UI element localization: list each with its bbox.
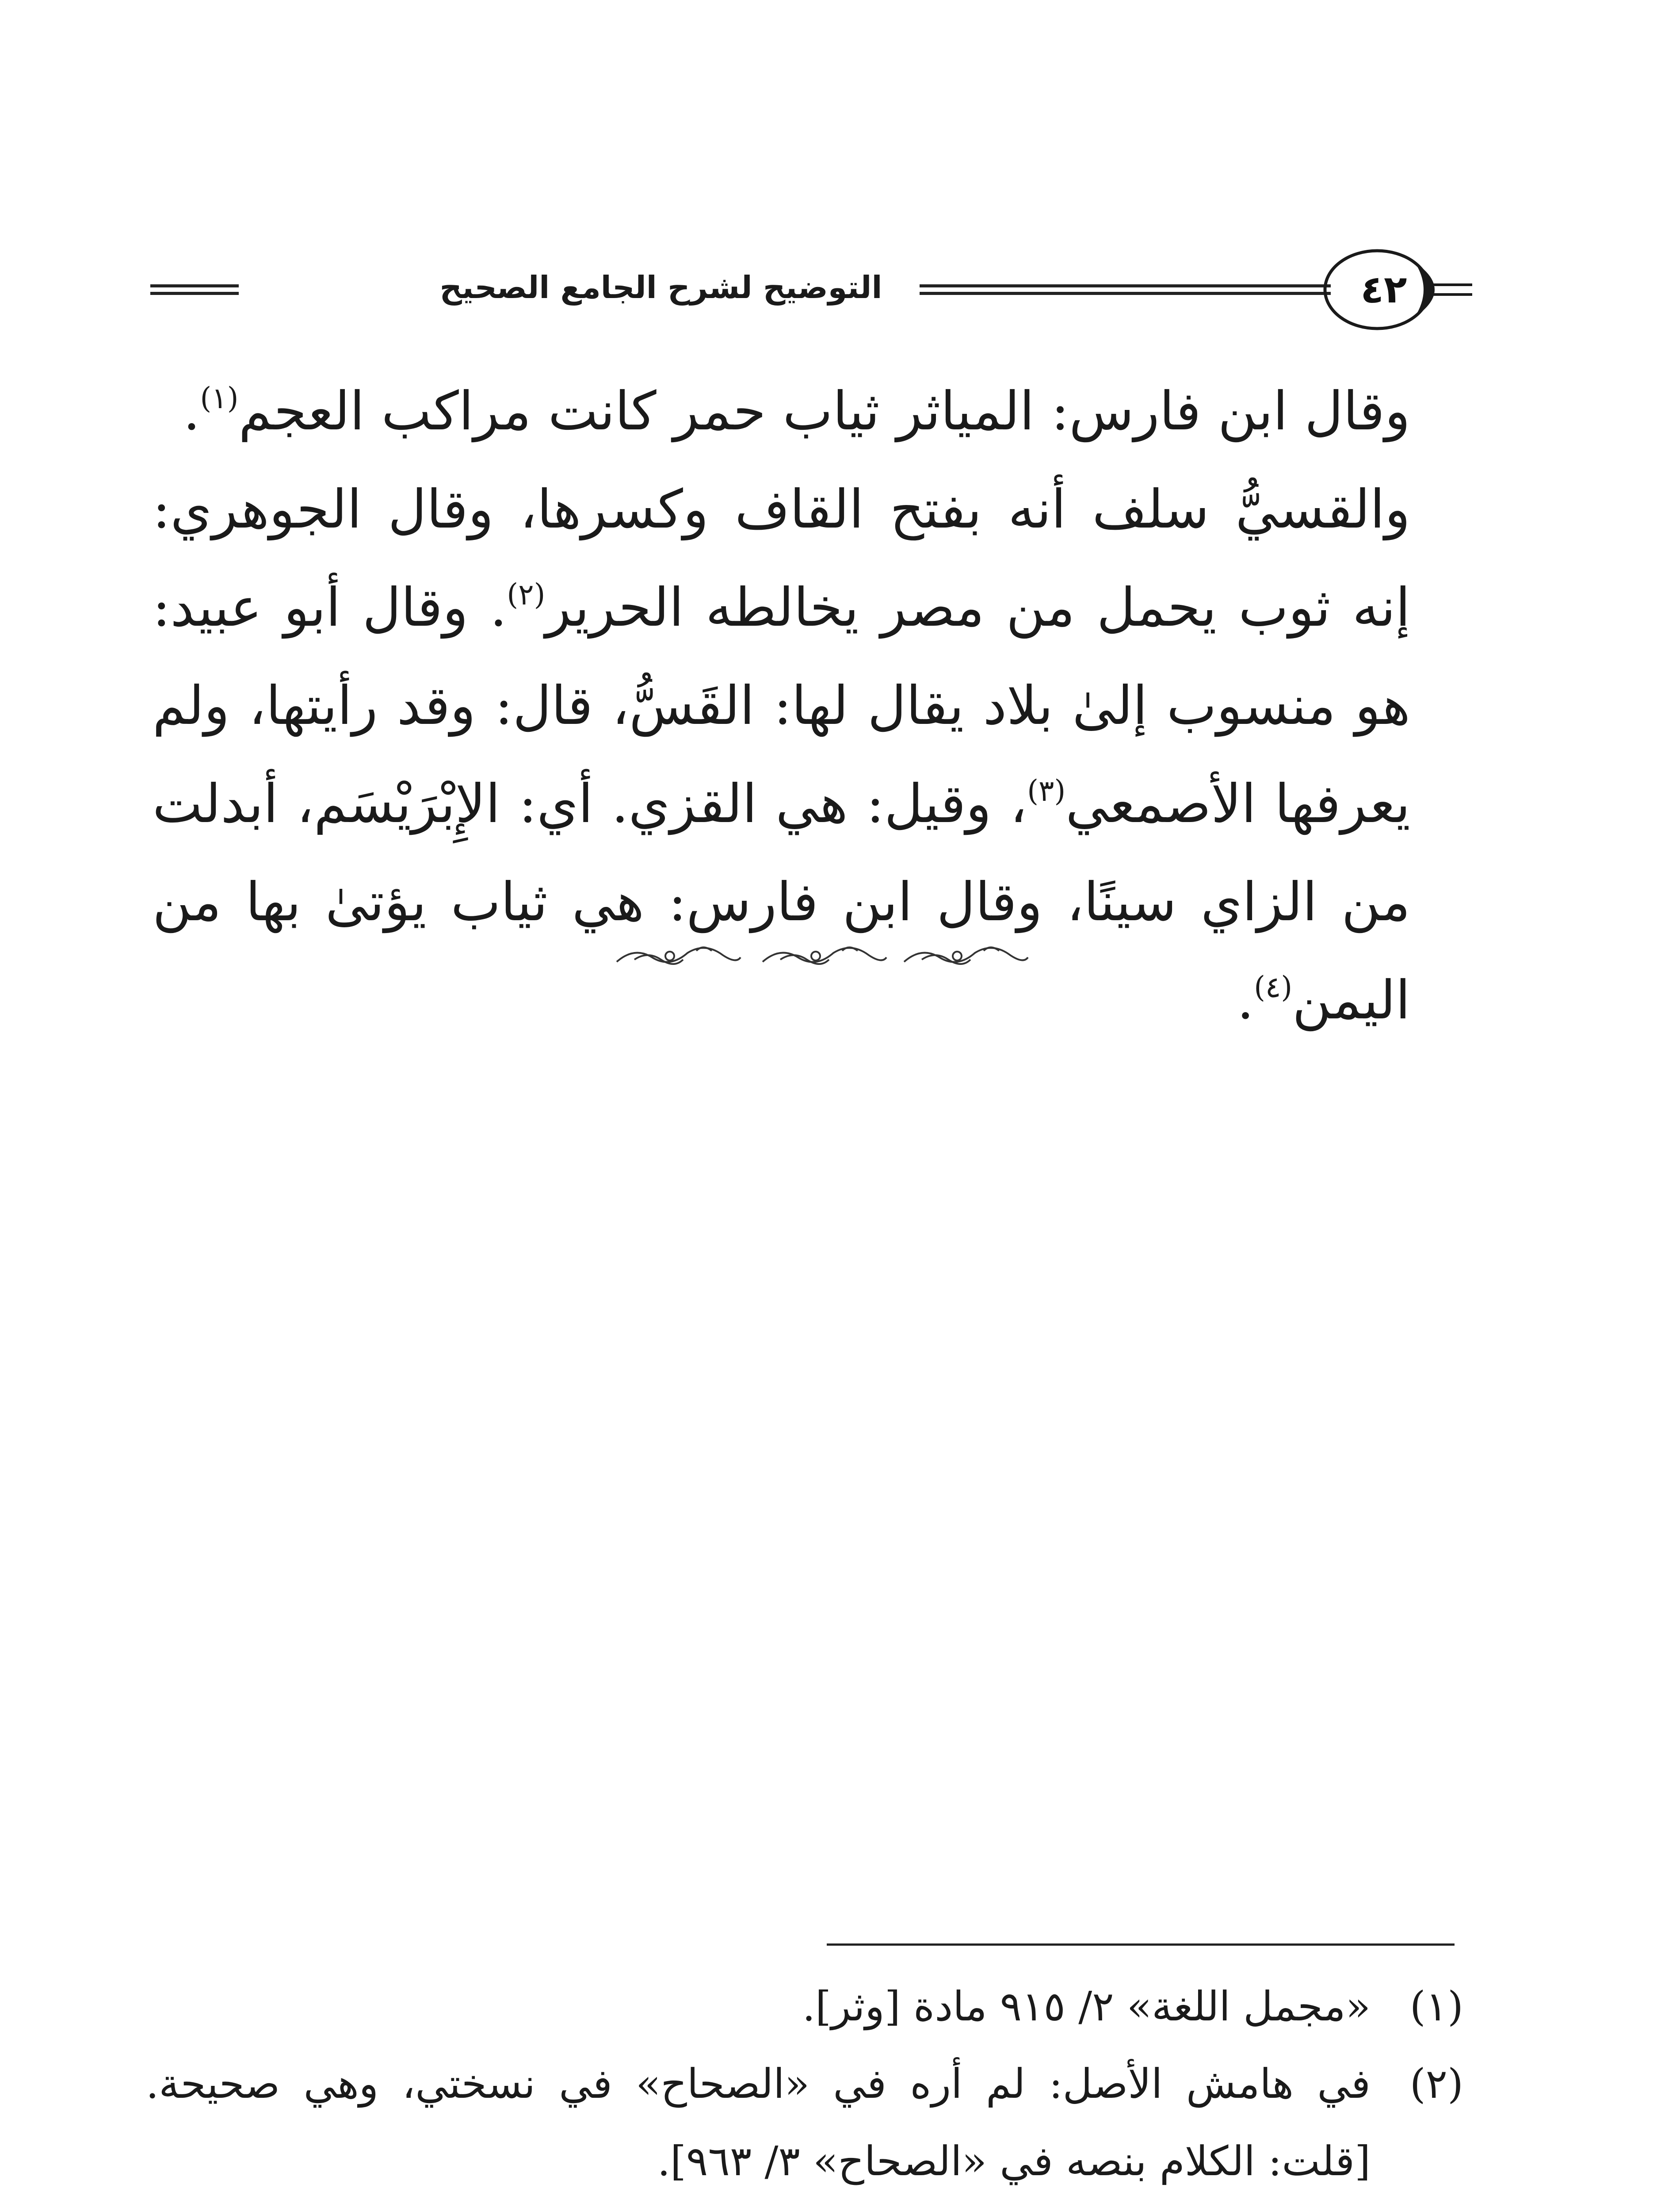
- paragraph-1: [153, 363, 1477, 461]
- footnote-ref-2[interactable]: (٢): [507, 578, 546, 612]
- running-header: [150, 245, 1485, 334]
- paragraph-2-end: .: [1237, 970, 1254, 1031]
- header-title: التوضيح لشرح الجامع الصحيح: [439, 269, 882, 306]
- footnote-ref-4[interactable]: (٤): [1254, 970, 1293, 1004]
- footnote-1-number: (١): [1409, 1983, 1463, 2030]
- footnote-2: [146, 2045, 1463, 2200]
- paragraph-2-text-b: . وقال أبو عبيد: هو منسوب إلىٰ بلاد يقال لها: القَسُّ، قال: وقد رأيتها، ولم يعرفها الأصمعي: [153, 577, 1410, 835]
- footnote-1-text: «مجمل اللغة» ٢/ ٩١٥ مادة [وثر].: [802, 1983, 1371, 2030]
- page-number: ٤٢: [1360, 268, 1407, 312]
- footnote-3-number: [1388, 2200, 1463, 2211]
- paragraph-2-text-c: ، وقيل: هي القزي. أي: الإِبْرَيْسَم، أبدلت من الزاي سينًا، وقال ابن فارس: هي ثياب يؤتىٰ بها من اليمن: [153, 773, 1410, 1031]
- paragraph-2-text-a: والقسيُّ سلف أنه بفتح القاف وكسرها، وقال الجوهري: إنه ثوب يحمل من مصر يخالطه الحرير: [153, 479, 1411, 639]
- footnote-3: [146, 2200, 1463, 2211]
- footnote-2-number: (٢): [1409, 2060, 1463, 2108]
- paragraph-1-end: .: [183, 381, 200, 442]
- header-rule-left: [150, 284, 239, 295]
- footnote-1: [146, 1968, 1463, 2045]
- footnote-ref-1[interactable]: (١): [200, 381, 239, 415]
- footnote-2-text: في هامش الأصل: لم أره في «الصحاح» في نسختي، وهي صحيحة. [قلت: الكلام بنصه في «الصحاح» ٣/ ٩٦٣].: [146, 2060, 1371, 2185]
- footnote-ref-3[interactable]: (٣): [1027, 774, 1066, 808]
- footnotes: [146, 1968, 1463, 2211]
- footnote-separator: [827, 1943, 1455, 1946]
- floral-divider-icon: [608, 937, 1032, 977]
- header-rule-middle: [920, 284, 1331, 295]
- paragraph-1-text: وقال ابن فارس: المياثر ثياب حمر كانت مراكب العجم: [238, 381, 1410, 442]
